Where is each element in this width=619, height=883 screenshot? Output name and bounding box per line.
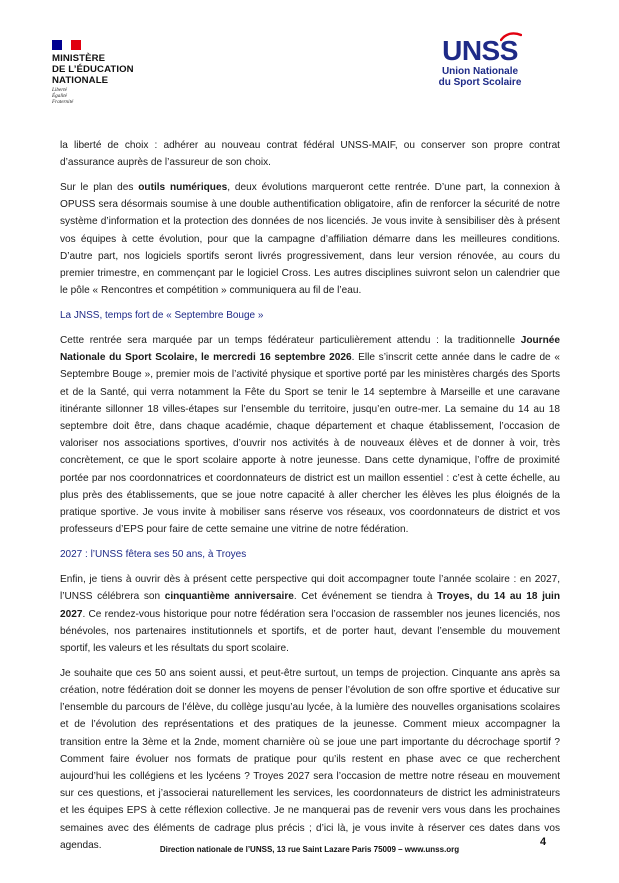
unss-logo [415, 36, 545, 88]
paragraph-text: . Cet événement se tiendra à [293, 591, 438, 603]
motto-line: Égalité [52, 92, 67, 99]
motto-line: Fraternité [52, 98, 74, 105]
ministry-name [52, 53, 134, 86]
ministry-line: NATIONALE [52, 75, 109, 86]
section-heading: La JNSS, temps fort de « Septembre Bouge » [60, 310, 264, 322]
paragraph [60, 665, 560, 854]
paragraph-text: Je souhaite que ces 50 ans soient aussi, et peut-être surtout, un temps de projection. Cinquante ans après sa création, notre fédération doit se donner les moyens de penser l’évolution de son offre sportive et éducative sur l’ensemble du parcours de l’élève, du collège jusqu’au lycée, à la lumière des nouvelles organisations scolaires et de l’évolution des représentations et des pratiques de la jeunesse. Comment mieux accompagner la transition entre la 3ème et la 2nde, moment charnière où se joue une part importante du décrochage sportif ? Comment faire évoluer nos formats de pratique pour qu’ils restent en phase avec ce que recherchent aujourd’hui les collégiens et les lycéens ? Troyes 2027 sera l’occasion de mettre notre réseau en mouvement sur ces questions, et j’associerai naturellement les services, les coordonnateurs de district les administrateurs et les équipes EPS à cette réflexion collective. Je ne manquerai pas de revenir vers vous dans les prochaines semaines avec des éléments de cadrage plus précis ; d’ici là, je vous invite à réserver ces dates dans vos agendas. [60, 667, 560, 851]
swoosh-icon [500, 32, 522, 42]
paragraph-text: . Ce rendez-vous historique pour notre fédération sera l’occasion de rassembler nos jeunes licenciés, nos bénévoles, nos partenaires institutionnels et sportifs, et de porter haut, devant l’ensemble du mouvement sportif, les valeurs et les résultats du sport scolaire. [60, 608, 560, 654]
paragraph-text: Sur le plan des [60, 181, 139, 193]
paragraph [60, 179, 560, 299]
unss-logo-text [442, 36, 518, 66]
paragraph-text: , deux évolutions marqueront cette rentrée. D’une part, la connexion à OPUSS sera désormais soumise à une double authentification obligatoire, afin de renforcer la sécurité de notre système d’information et la protection des données de nos licenciés. Je vous invite à sensibiliser dès à présent vos équipes à cette évolution, pour que la campagne d’affiliation démarre dans les meilleures conditions. D’autre part, nos logiciels sportifs seront livrés progressivement, dans leur version rénovée, au cours du premier trimestre, en commençant par le logiciel Cross. Les autres disciplines suivront selon un calendrier que le pôle « Rencontres et compétition » communiquera au fil de l’eau. [60, 181, 561, 297]
letter-body [60, 137, 560, 854]
paragraph-text: la liberté de choix : adhérer au nouveau contrat fédéral UNSS-MAIF, ou conserver son propre contrat d’assurance auprès de l’assureur de son choix. [60, 140, 560, 169]
unss-subtitle [415, 66, 545, 88]
unss-subtitle-line: du Sport Scolaire [438, 77, 522, 88]
paragraph [60, 137, 560, 171]
paragraph [60, 571, 560, 657]
paragraph [60, 332, 560, 538]
section-heading: 2027 : l’UNSS fêtera ses 50 ans, à Troyes [60, 549, 247, 561]
ministry-line: MINISTÈRE [52, 53, 106, 64]
ministry-line: DE L’ÉDUCATION [52, 64, 134, 75]
page-number: 4 [540, 836, 547, 848]
paragraph-text: Cette rentrée sera marquée par un temps fédérateur particulièrement attendu : la traditionnelle [60, 335, 521, 347]
paragraph-text: Enfin, je tiens à ouvrir dès à présent cette perspective qui doit accompagner toute l’année scolaire : en 2027, l’UNSS célébrera son [60, 574, 560, 603]
french-flag-icon [52, 40, 81, 50]
ministry-logo [52, 40, 134, 105]
bold-text: cinquantième anniversaire [164, 591, 294, 603]
footer-address: Direction nationale de l’UNSS, 13 rue Saint Lazare Paris 75009 – www.unss.org [159, 845, 460, 854]
motto-line: Liberté [52, 87, 67, 93]
paragraph-text: . Elle s’inscrit cette année dans le cadre de « Septembre Bouge », premier mois de l’activité physique et sportive porté par les ministères chargés des Sports et de la Santé, qui verra notamment la Fête du Sport se tenir le 14 septembre à Marseille et une caravane itinérante sillonner 18 villes-étapes sur l’ensemble du territoire, jusqu’en outre-mer. La semaine du 14 au 18 septembre doit être, dans chaque académie, chaque département et chaque établissement, l’occasion de valoriser nos associations sportives, d’ouvrir nos activités à de nouveaux élèves et de donner à voir, très concrètement, ce que le sport scolaire apporte à notre jeunesse. Dans cette dynamique, l’offre de proximité portée par nos coordonnatrices et coordonnateurs de district est un maillon essentiel : c’est à cette échelle, au plus près des établissements, que se joue notre capacité à aller chercher les élèves les plus éloignés de la pratique sportive. Je vous invite à mobiliser sans réserve vos réseaux, vos coordonnateurs de district et vos professeurs d’EPS pour faire de cette semaine une vitrine de notre fédération. [60, 352, 560, 536]
unss-subtitle-line: Union Nationale [441, 66, 519, 77]
bold-text: Journée Nationale du Sport Scolaire, le mercredi 16 septembre 2026 [60, 335, 560, 364]
bold-text: Troyes, du 14 au 18 juin 2027 [60, 591, 561, 620]
bold-text: outils numériques [138, 181, 228, 193]
republic-motto [52, 88, 134, 105]
unss-wordmark: UNSS [442, 35, 518, 66]
